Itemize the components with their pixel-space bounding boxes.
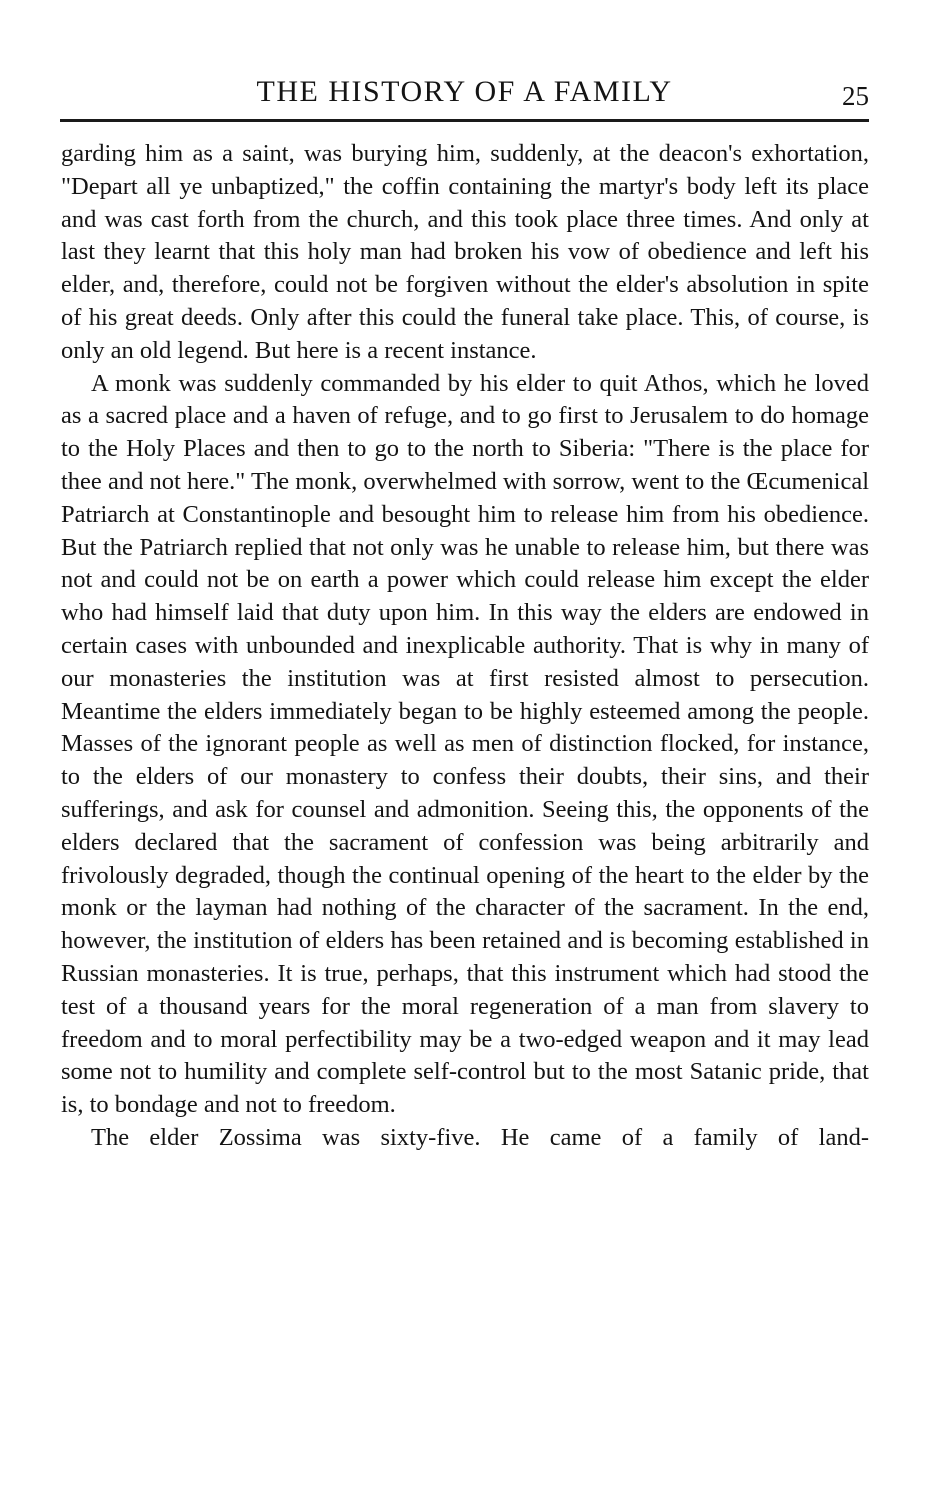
header-rule [60, 119, 869, 122]
paragraph-continued: garding him as a saint, was burying him, suddenly, at the deacon's exhortation, "Depart all ye unbaptized," the coffin containing the martyr's body left its place and was cast forth from the church, and this took place three times. And only at last they learnt that this holy man had broken his vow of obedience and left his elder, and, therefore, could not be forgiven without the elder's absolution in spite of his great deeds. Only after this could the funeral take place. This, of course, is only an old legend. But here is a recent instance. [61, 140, 869, 364]
running-title: THE HISTORY OF A FAMILY [256, 75, 673, 108]
running-head [60, 72, 869, 112]
body-text [61, 138, 869, 1155]
page-number: 25 [842, 81, 869, 111]
paragraph-monk-athos: A monk was suddenly commanded by his elder to quit Athos, which he loved as a sacred place and a haven of refuge, and to go first to Jerusalem to do homage to the Holy Places and then to go to the north to Siberia: "There is the place for thee and not here." The monk, overwhelmed with sorrow, went to the Œcumenical Patriarch at Constantinople and besought him to release him from his obedience. But the Patriarch replied that not only was he unable to release him, but there was not and could not be on earth a power which could release him except the elder who had himself laid that duty upon him. In this way the elders are endowed in certain cases with unbounded and inexplicable authority. That is why in many of our monasteries the institution was at first resisted almost to persecution. Meantime the elders immediately began to be highly esteemed among the people. Masses of the ignorant people as well as men of distinction flocked, for instance, to the elders of our monastery to confess their doubts, their sins, and their sufferings, and ask for counsel and admonition. Seeing this, the opponents of the elders declared that the sacrament of confession was being arbitrarily and frivolously degraded, though the continual opening of the heart to the elder by the monk or the layman had nothing of the character of the sacrament. In the end, however, the institution of elders has been retained and is becoming established in Russian monasteries. It is true, perhaps, that this instrument which had stood the test of a thousand years for the moral regeneration of a man from slavery to freedom and to moral perfectibility may be a two-edged weapon and it may lead some not to humility and complete self-control but to the most Satanic pride, that is, to bondage and not to freedom. [61, 369, 869, 1119]
paragraph-elder-zossima: The elder Zossima was sixty-five. He came of a family of land- [91, 1123, 869, 1151]
